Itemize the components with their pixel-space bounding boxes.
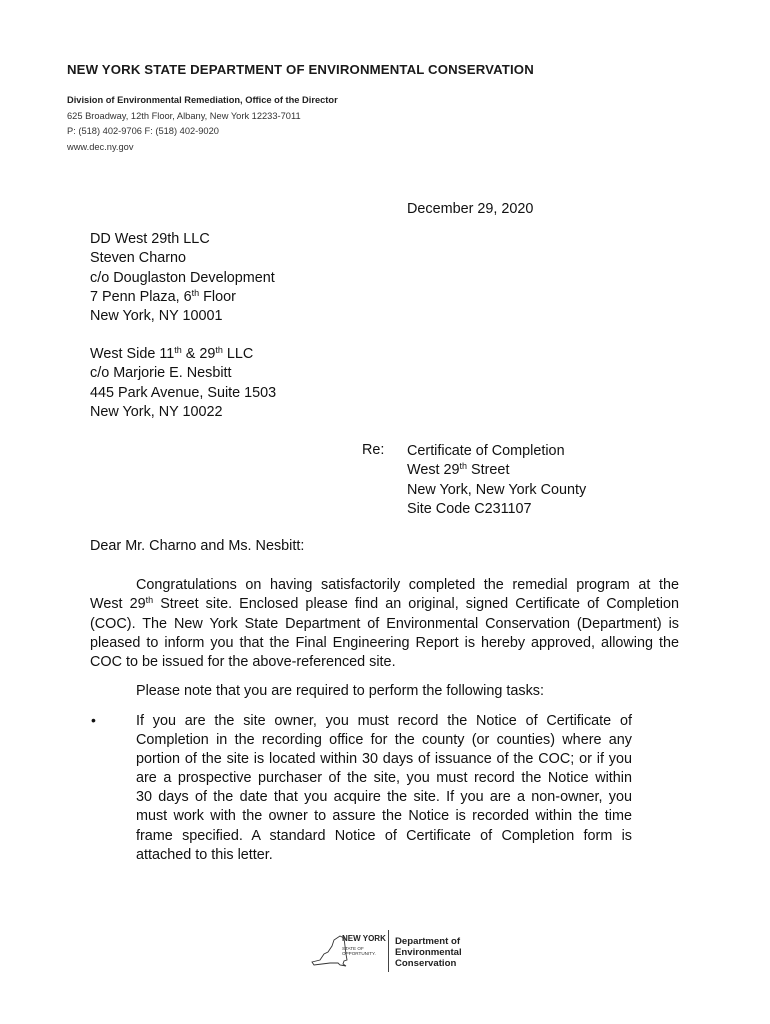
recipient1-care-of: c/o Douglaston Development	[90, 269, 275, 286]
bullet-item-record-notice	[136, 712, 632, 865]
bullet-marker: •	[91, 712, 96, 728]
logo-divider	[388, 930, 389, 972]
office-address: 625 Broadway, 12th Floor, Albany, New York 12233-7011	[67, 110, 301, 121]
paragraph1-line: (COC). The New York State Department of Environmental Conservation (Department) is	[90, 615, 679, 632]
paragraph-congratulations	[90, 576, 679, 672]
recipient2-company: West Side 11th & 29th LLC	[90, 345, 254, 362]
bullet-line: are a prospective purchaser of the site, you must record the Notice within	[136, 770, 632, 787]
re-line-3: New York, New York County	[407, 481, 587, 498]
agency-name: NEW YORK STATE DEPARTMENT OF ENVIRONMENTAL CONSERVATION	[67, 62, 534, 77]
letter-date: December 29, 2020	[407, 201, 534, 217]
division-name: Division of Environmental Remediation, Office of the Director	[67, 95, 338, 105]
recipient2-care-of: c/o Marjorie E. Nesbitt	[90, 365, 232, 382]
paragraph1-line: West 29th Street site. Enclosed please find an original, signed Certificate of Completion	[90, 595, 679, 613]
recipient2-city: New York, NY 10022	[90, 403, 223, 420]
bullet-line: 30 days of the date that you acquire the site. If you are a non-owner, you	[136, 789, 632, 806]
re-label: Re:	[362, 442, 385, 458]
footer-logo	[310, 928, 480, 974]
re-line-2: West 29th Street	[407, 461, 510, 479]
ny-state-title: NEW YORK	[342, 934, 386, 943]
re-line-1: Certificate of Completion	[407, 443, 565, 459]
recipient1-company: DD West 29th LLC	[90, 231, 210, 247]
bullet-line: If you are the site owner, you must record the Notice of Certificate of	[136, 713, 632, 729]
recipient1-city: New York, NY 10001	[90, 308, 223, 325]
dec-wordmark: Department of Environmental Conservation	[395, 936, 462, 969]
recipient1-street: 7 Penn Plaza, 6th Floor	[90, 287, 236, 305]
recipient-address-1	[90, 230, 275, 326]
bullet-line: frame specified. A standard Notice of Certificate of Completion form is	[136, 827, 632, 844]
bullet-line: Completion in the recording office for the county (or counties) where any	[136, 732, 632, 749]
paragraph-tasks-intro: Please note that you are required to perform the following tasks:	[136, 683, 544, 699]
bullet-line: must work with the owner to assure the Notice is recorded within the time	[136, 808, 632, 825]
ny-state-tagline: STATE OF OPPORTUNITY.	[342, 946, 376, 956]
paragraph1-line: Congratulations on having satisfactorily completed the remedial program at the	[136, 577, 679, 593]
recipient2-street: 445 Park Avenue, Suite 1503	[90, 384, 277, 401]
bullet-line: portion of the site is located within 30 days of issuance of the COC; or if you	[136, 751, 632, 768]
letterhead-details	[67, 93, 338, 155]
paragraph1-line: pleased to inform you that the Final Engineering Report is hereby approved, allowing the	[90, 634, 679, 651]
salutation: Dear Mr. Charno and Ms. Nesbitt:	[90, 538, 305, 554]
re-subject	[407, 442, 586, 519]
bullet-line: attached to this letter.	[136, 846, 273, 863]
phone-fax: P: (518) 402-9706 F: (518) 402-9020	[67, 126, 219, 137]
re-line-4: Site Code C231107	[407, 500, 532, 517]
recipient-address-2	[90, 345, 276, 422]
recipient1-name: Steven Charno	[90, 250, 186, 267]
paragraph1-line: COC to be issued for the above-referenced site.	[90, 654, 396, 671]
website-link[interactable]: www.dec.ny.gov	[67, 141, 134, 152]
